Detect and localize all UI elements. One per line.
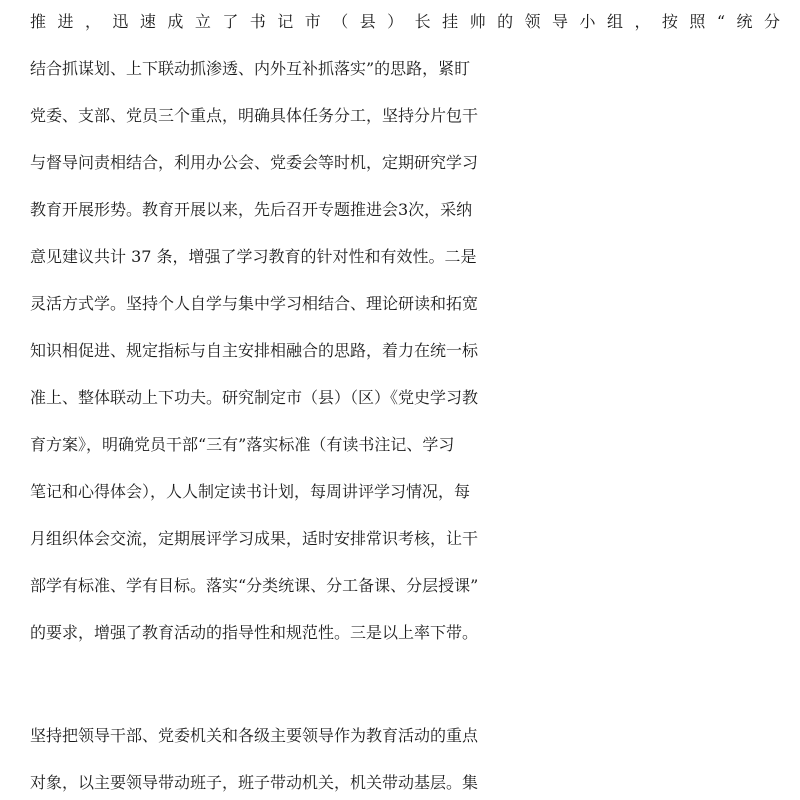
text-line: 知识相促进、规定指标与自主安排相融合的思路，着力在统一标 xyxy=(30,341,479,360)
text-line: 推进，迅速成立了书记市（县）长挂帅的领导小组，按照“统分 xyxy=(30,12,780,31)
text-line: 准上、整体联动上下功夫。研究制定市（县）（区）《党史学习教 xyxy=(30,388,479,407)
text-line: 月组织体会交流，定期展评学习成果，适时安排常识考核，让干 xyxy=(30,529,479,548)
text-line: 结合抓谋划、上下联动抓渗透、内外互补抓落实”的思路，紧盯 xyxy=(30,59,471,78)
text-line: 的要求，增强了教育活动的指导性和规范性。三是以上率下带。 xyxy=(30,623,479,642)
text-line: 灵活方式学。坚持个人自学与集中学习相结合、理论研读和拓宽 xyxy=(30,294,479,313)
text-line: 坚持把领导干部、党委机关和各级主要领导作为教育活动的重点 xyxy=(30,726,479,745)
text-line: 育方案》，明确党员干部“三有”落实标准（有读书注记、学习 xyxy=(30,435,455,454)
text-line: 对象，以主要领导带动班子，班子带动机关，机关带动基层。集 xyxy=(30,773,479,792)
text-line: 部学有标准、学有目标。落实“分类统课、分工备课、分层授课” xyxy=(30,576,479,595)
text-line: 意见建议共计 37 条，增强了学习教育的针对性和有效性。二是 xyxy=(30,247,477,266)
text-line: 教育开展形势。教育开展以来，先后召开专题推进会3次，采纳 xyxy=(30,200,473,219)
text-line: 党委、支部、党员三个重点，明确具体任务分工，坚持分片包干 xyxy=(30,106,479,125)
text-line: 笔记和心得体会），人人制定读书计划，每周讲评学习情况，每 xyxy=(30,482,471,501)
text-line: 与督导问责相结合，利用办公会、党委会等时机，定期研究学习 xyxy=(30,153,479,172)
